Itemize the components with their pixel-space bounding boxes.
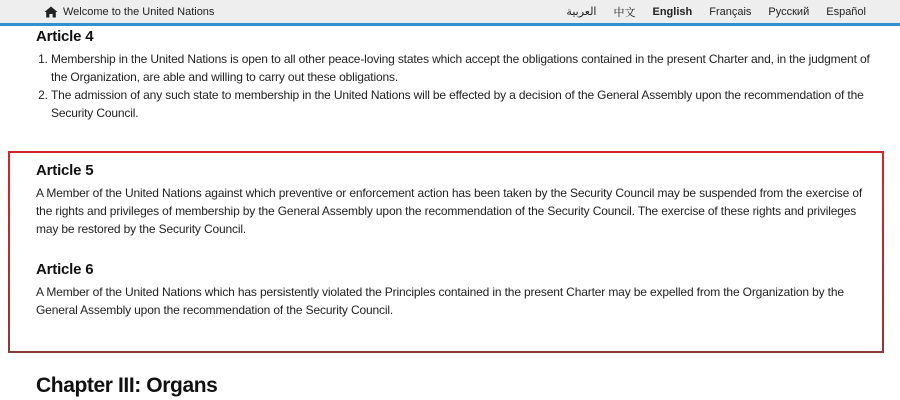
home-icon <box>44 6 58 18</box>
highlighted-articles <box>36 162 866 319</box>
article-title: Article 4 <box>36 28 94 45</box>
article-text: A Member of the United Nations against which preventive or enforcement action has been taken by the Security Council may be suspended from the exercise of the rights and privileges of membership by the General Assembly upon the recommendation of the Security Council. The exercise of these rights and privileges may be restored by the Security Council. <box>36 186 863 236</box>
lang-chinese[interactable]: 中文 <box>613 6 636 19</box>
article-title: Article 5 <box>36 162 94 179</box>
chapter-title: Chapter III: Organs <box>36 374 218 397</box>
article-text: A Member of the United Nations which has persistently violated the Principles contained in the present Charter may be expelled from the Organization by the General Assembly upon the recommendation of the Security Council. <box>36 285 844 317</box>
lang-french[interactable]: Français <box>709 5 752 18</box>
article-title: Article 6 <box>36 261 94 278</box>
article-5 <box>36 162 866 238</box>
list-item: 2. The admission of any such state to membership in the United Nations will be effected by a decision of the General Assembly upon the recommendation of the Security Council. <box>51 86 886 122</box>
lang-english[interactable]: English <box>652 5 693 18</box>
list-item: 1. Membership in the United Nations is open to all other peace-loving states which accept the obligations contained in the present Charter and, in the judgment of the Organization, are able and willing to carry out these obligations. <box>51 50 886 86</box>
article-4-list <box>36 50 886 122</box>
welcome-link[interactable] <box>44 0 214 23</box>
lang-arabic[interactable]: العربية <box>566 6 597 18</box>
highlight-box <box>8 151 884 353</box>
article-6 <box>36 261 866 319</box>
top-bar <box>0 0 900 26</box>
welcome-label: Welcome to the United Nations <box>63 5 215 18</box>
lang-russian[interactable]: Русский <box>768 5 810 18</box>
article-4 <box>36 28 886 122</box>
lang-spanish[interactable]: Español <box>826 5 866 18</box>
language-switcher <box>549 0 866 23</box>
